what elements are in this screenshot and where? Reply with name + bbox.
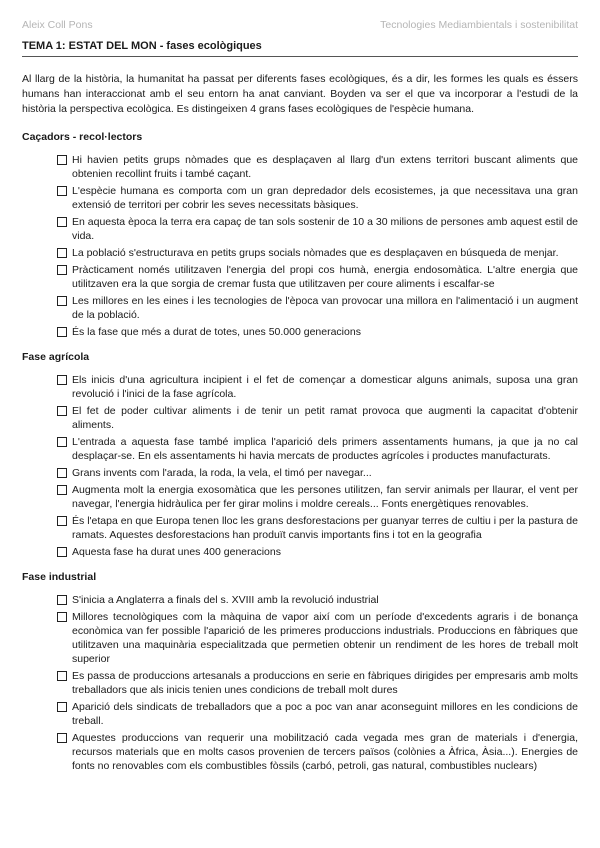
list-item [22, 610, 578, 666]
checkbox-icon [57, 248, 67, 258]
list-item-text: S'inicia a Anglaterra a finals del s. XVIII amb la revolució industrial [72, 593, 379, 606]
checklist [22, 153, 578, 339]
list-item [22, 215, 578, 243]
list-item [22, 700, 578, 728]
checkbox-icon [57, 671, 67, 681]
list-item-text: En aquesta època la terra era capaç de tan sols sostenir de 10 a 30 milions de persones amb aquest estil de vida. [72, 215, 578, 242]
header-course: Tecnologies Mediambientals i sostenibilitat [380, 19, 578, 31]
list-item-text: Aparició dels sindicats de treballadors que a poc a poc van anar aconseguint millores en les condicions de treball. [72, 700, 578, 727]
list-item-text: Millores tecnològiques com la màquina de vapor així com un període d'excedents agraris i de bonança econòmica van fer possible l'aparició de les primeres produccions industrials. Produccions en fàbriques que utilitzaven una maquinària especialitzada que permetien obtenir un rendiment de les hores de treball molt superior [72, 610, 578, 665]
list-item-text: L'entrada a aquesta fase també implica l'aparició dels primers assentaments humans, ja que ja no cal desplaçar-se. En els assentaments hi havia mercats de productes agrícoles i productes manufacturats. [72, 435, 578, 462]
list-item [22, 593, 578, 607]
list-item-text: Aquestes produccions van requerir una mobilització cada vegada mes gran de materials i d'energia, recursos materials que en molts casos provenien de tercers països (colònies a Àfrica, Àsia...). Energies de fonts no renovables com els combustibles fòssils (carbó, petroli, gas natural, combustibles nuclears) [72, 731, 578, 772]
section-hunter-gatherers [22, 131, 578, 339]
list-item [22, 404, 578, 432]
list-item [22, 669, 578, 697]
list-item [22, 545, 578, 559]
page-header [22, 0, 578, 40]
list-item-text: L'espècie humana es comporta com un gran depredador dels ecosistemes, ja que necessitava una gran extensió de territori per cobrir les seves necessitats bàsiques. [72, 184, 578, 211]
checklist [22, 593, 578, 773]
list-item-text: Hi havien petits grups nòmades que es desplaçaven al llarg d'un extens territori buscant aliments que obtenien recollint fruits i també caçant. [72, 153, 578, 180]
list-item [22, 246, 578, 260]
section-heading: Caçadors - recol·lectors [22, 130, 143, 143]
section-heading: Fase agrícola [22, 350, 90, 363]
checkbox-icon [57, 186, 67, 196]
list-item [22, 153, 578, 181]
section-agricultural [22, 351, 578, 559]
page-title: TEMA 1: ESTAT DEL MON - fases ecològiques [22, 40, 578, 57]
list-item-text: La població s'estructurava en petits grups socials nòmades que es desplaçaven en búsqueda de menjar. [72, 246, 559, 259]
checkbox-icon [57, 406, 67, 416]
list-item [22, 373, 578, 401]
list-item [22, 435, 578, 463]
checkbox-icon [57, 485, 67, 495]
list-item-text: Grans invents com l'arada, la roda, la vela, el timó per navegar... [72, 466, 372, 479]
checkbox-icon [57, 733, 67, 743]
list-item-text: Pràcticament només utilitzaven l'energia del propi cos humà, energia endosomàtica. L'altre energia que utilitzaven era la que sorgia de cremar fusta que utilitzaven per coure aliments i escalfar-se [72, 263, 578, 290]
checkbox-icon [57, 547, 67, 557]
checkbox-icon [57, 155, 67, 165]
list-item-text: Es passa de produccions artesanals a produccions en serie en fàbriques dirigides per empresaris amb molts treballadors que als inicis tenien unes condicions de treball molt dures [72, 669, 578, 696]
checkbox-icon [57, 468, 67, 478]
checklist [22, 373, 578, 559]
list-item-text: És la fase que més a durat de totes, unes 50.000 generacions [72, 325, 361, 338]
list-item [22, 325, 578, 339]
list-item [22, 184, 578, 212]
list-item-text: Augmenta molt la energia exosomàtica que les persones utilitzen, fan servir animals per llaurar, el vent per navegar, l'energia hidràulica per fer girar molins i moldre cereals... Fonts energètiques renovables. [72, 483, 578, 510]
list-item-text: El fet de poder cultivar aliments i de tenir un petit ramat provoca que augmenti la capacitat d'obtenir aliments. [72, 404, 578, 431]
checkbox-icon [57, 296, 67, 306]
list-item-text: Els inicis d'una agricultura incipient i el fet de començar a domesticar alguns animals, suposa una gran revolució i l'inici de la fase agrícola. [72, 373, 578, 400]
intro-paragraph: Al llarg de la història, la humanitat ha passat per diferents fases ecològiques, és a dir, les formes les quals es éssers humans han interaccionat amb el seu entorn ha anat canviant. Boyden va ser el que va incorporar a l'estudi de la història la perspectiva ecològica. Es distingeixen 4 grans fases ecològiques de l'espècie humana. [22, 73, 578, 116]
checkbox-icon [57, 375, 67, 385]
list-item [22, 466, 578, 480]
document-page [22, 0, 578, 785]
checkbox-icon [57, 612, 67, 622]
checkbox-icon [57, 595, 67, 605]
checkbox-icon [57, 217, 67, 227]
list-item-text: Aquesta fase ha durat unes 400 generacions [72, 545, 281, 558]
header-author: Aleix Coll Pons [22, 19, 93, 31]
checkbox-icon [57, 702, 67, 712]
checkbox-icon [57, 437, 67, 447]
list-item [22, 263, 578, 291]
list-item-text: És l'etapa en que Europa tenen lloc les grans desforestacions per guanyar terres de cultiu i per la pastura de ramats. Aquestes desforestacions han produït canvis importants fins i tot en la geografia [72, 514, 578, 541]
checkbox-icon [57, 327, 67, 337]
checkbox-icon [57, 516, 67, 526]
list-item [22, 294, 578, 322]
list-item [22, 483, 578, 511]
list-item [22, 514, 578, 542]
list-item [22, 731, 578, 773]
list-item-text: Les millores en les eines i les tecnologies de l'època van provocar una millora en l'alimentació i un augment de la població. [72, 294, 578, 321]
checkbox-icon [57, 265, 67, 275]
section-industrial [22, 571, 578, 773]
section-heading: Fase industrial [22, 570, 97, 583]
